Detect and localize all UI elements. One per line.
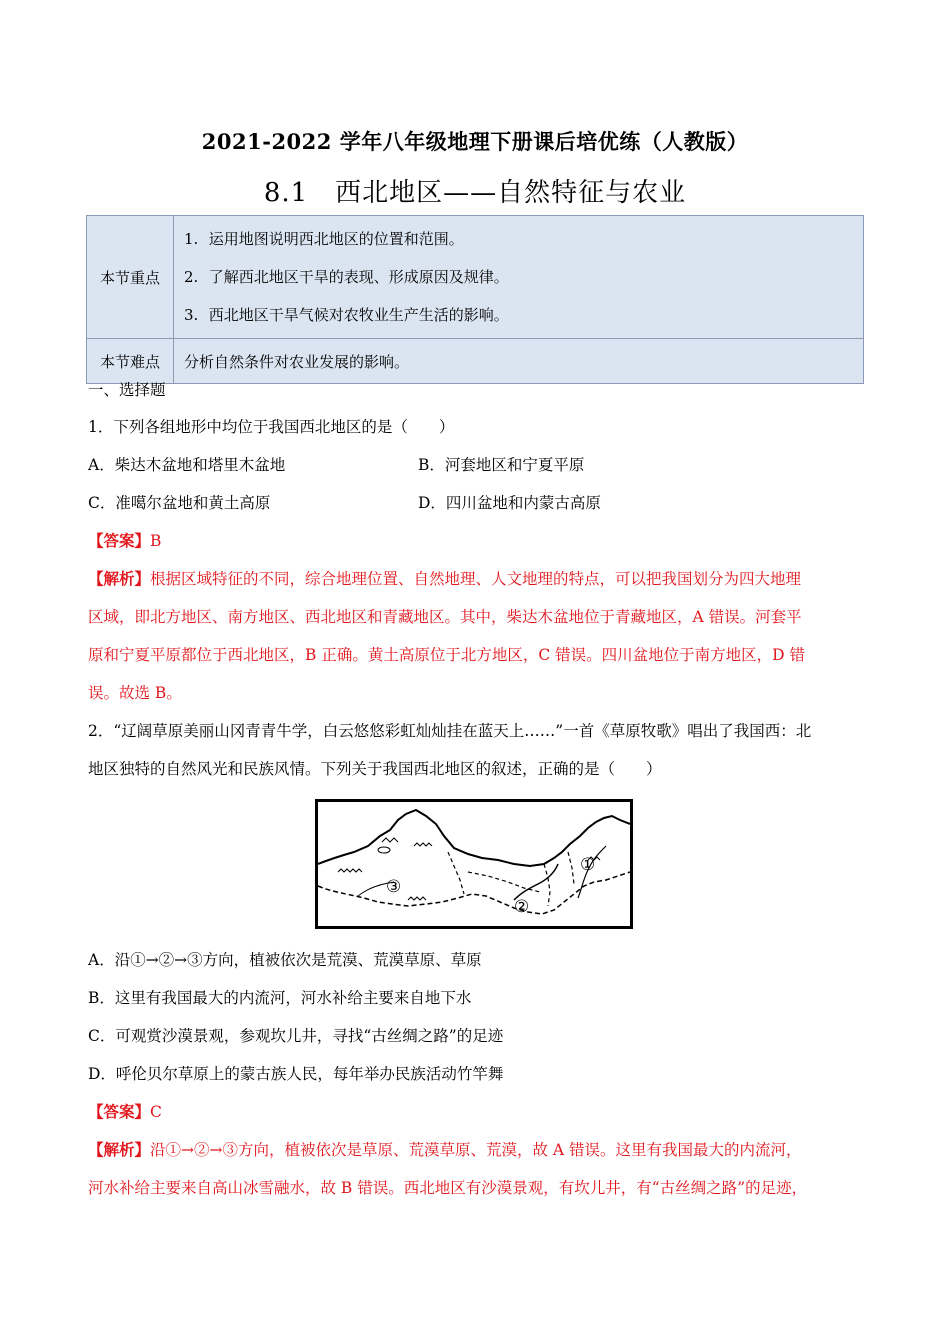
map-drawing bbox=[318, 802, 630, 926]
q1-answer: 【答案】B bbox=[88, 531, 162, 550]
q2-option-d: D．呼伦贝尔草原上的蒙古族人民，每年举办民族活动竹竿舞 bbox=[88, 1065, 504, 1083]
q2-answer: 【答案】C bbox=[88, 1102, 162, 1121]
lesson-info-table bbox=[86, 215, 864, 384]
q1-option-c: C．准噶尔盆地和黄土高原 bbox=[88, 494, 271, 512]
river bbox=[514, 864, 558, 900]
northwest-china-map bbox=[315, 799, 633, 929]
q1-option-a: A．柴达木盆地和塔里木盆地 bbox=[88, 456, 286, 474]
q2-stem-line: 2．“辽阔草原美丽山冈青青牛学，白云悠悠彩虹灿灿挂在蓝天上……”一首《草原牧歌》唱出了我国西：北 bbox=[88, 722, 812, 740]
q1-analysis-line: 误。故选 B。 bbox=[88, 684, 182, 702]
q2-stem-line: 地区独特的自然风光和民族风情。下列关于我国西北地区的叙述，正确的是（ ） bbox=[88, 760, 662, 778]
lesson-title: 8.1 西北地区——自然特征与农业 bbox=[263, 178, 687, 208]
province-boundary bbox=[448, 852, 464, 894]
mountain-range bbox=[382, 838, 398, 842]
q1-option-b: B．河套地区和宁夏平原 bbox=[418, 456, 585, 474]
q2-option-c: C．可观赏沙漠景观，参观坎儿井，寻找“古丝绸之路”的足迹 bbox=[88, 1027, 504, 1045]
q1-option-d: D．四川盆地和内蒙古高原 bbox=[418, 494, 601, 512]
key-point: 2. 了解西北地区干旱的表现、形成原因及规律。 bbox=[184, 268, 509, 286]
province-boundary bbox=[544, 864, 550, 906]
mountain-range bbox=[338, 869, 362, 872]
province-boundary bbox=[568, 852, 574, 884]
q2-analysis-line: 河水补给主要来自高山冰雪融水，故 B 错误。西北地区有沙漠景观，有坎儿井，有“古丝绸之路”的足迹， bbox=[88, 1179, 808, 1197]
q2-option-b: B．这里有我国最大的内流河，河水补给主要来自地下水 bbox=[88, 989, 472, 1007]
key-points-cell bbox=[174, 216, 864, 339]
q1-analysis-line: 【解析】根据区域特征的不同，综合地理位置、自然地理、人文地理的特点，可以把我国划分为四大地理 bbox=[88, 569, 802, 588]
map-label-2: ② bbox=[514, 897, 530, 917]
section-heading: 一、选择题 bbox=[88, 381, 166, 399]
q2-option-a: A．沿①→②→③方向，植被依次是荒漠、荒漠草原、草原 bbox=[88, 951, 482, 969]
q1-stem: 1．下列各组地形中均位于我国西北地区的是（ ） bbox=[88, 418, 455, 436]
difficult-points-label: 本节难点 bbox=[87, 339, 174, 384]
lake bbox=[378, 847, 390, 853]
map-label-1: ① bbox=[580, 855, 596, 875]
q2-analysis-line: 【解析】沿①→②→③方向，植被依次是草原、荒漠草原、荒漠，故 A 错误。这里有我国最大的内流河， bbox=[88, 1140, 802, 1159]
region-southern-edge bbox=[318, 872, 630, 914]
q1-analysis-line: 区域，即北方地区、南方地区、西北地区和青藏地区。其中，柴达木盆地位于青藏地区，A 错误。河套平 bbox=[88, 608, 802, 626]
q1-analysis-line: 原和宁夏平原都位于西北地区，B 正确。黄土高原位于北方地区，C 错误。四川盆地位于南方地区，D 错 bbox=[88, 646, 805, 664]
key-points-label: 本节重点 bbox=[87, 216, 174, 339]
key-point: 1. 运用地图说明西北地区的位置和范围。 bbox=[184, 230, 464, 248]
mountain-range bbox=[408, 897, 426, 900]
document-title: 2021-2022 学年八年级地理下册课后培优练（人教版） bbox=[201, 129, 749, 154]
map-label-3: ③ bbox=[386, 877, 402, 897]
mountain-range bbox=[414, 843, 432, 846]
difficult-points-text: 分析自然条件对农业发展的影响。 bbox=[174, 339, 864, 384]
key-point: 3. 西北地区干旱气候对农牧业生产生活的影响。 bbox=[184, 306, 509, 324]
